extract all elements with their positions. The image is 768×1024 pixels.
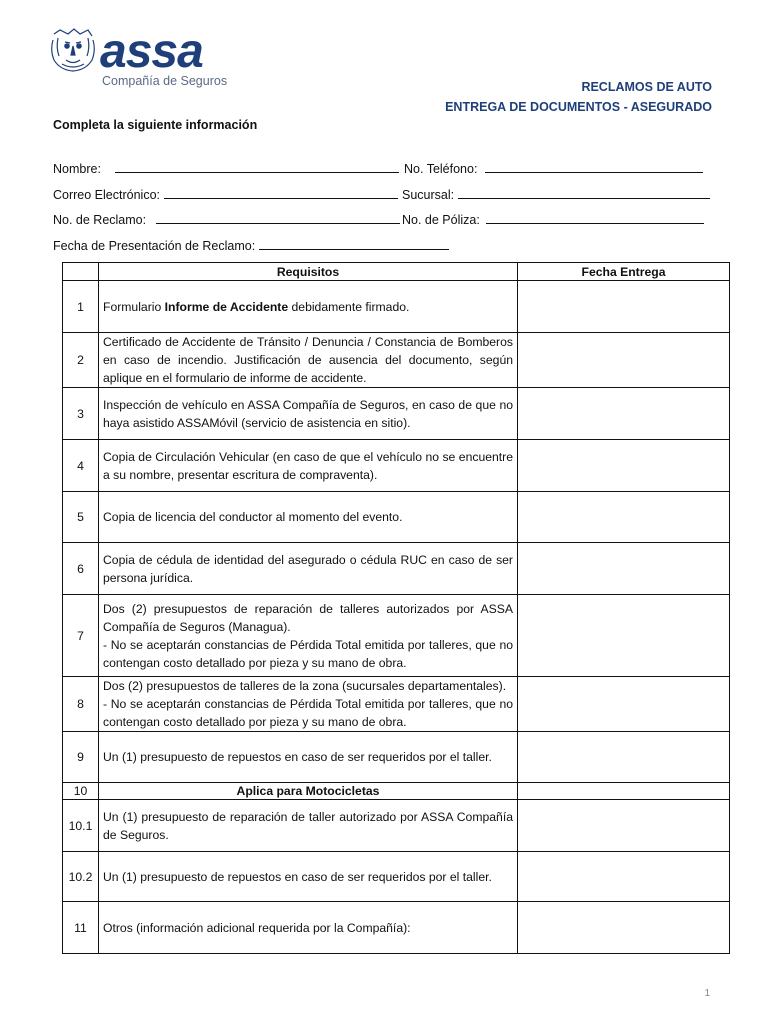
- row-fecha-entrega[interactable]: [518, 440, 730, 492]
- field-poliza[interactable]: [402, 211, 704, 228]
- req-note: - No se aceptarán constancias de Pérdida Total emitida por talleres, que no contengan costo detallado por pieza y su mano de obra.: [103, 637, 513, 670]
- table-row: [63, 440, 730, 492]
- row-number: 4: [63, 440, 99, 492]
- req-text: Formulario: [103, 299, 165, 314]
- table-row: [63, 492, 730, 543]
- label-nombre: Nombre:: [53, 162, 101, 176]
- row-number: 8: [63, 677, 99, 732]
- row-requirement: Copia de cédula de identidad del asegurado o cédula RUC en caso de ser persona jurídica.: [99, 543, 518, 595]
- row-requirement: Copia de Circulación Vehicular (en caso de que el vehículo no se encuentre a su nombre, presentar escritura de compraventa).: [99, 440, 518, 492]
- row-number: 11: [63, 902, 99, 954]
- header-fecha-entrega: Fecha Entrega: [518, 263, 730, 281]
- req-bold-text: Informe de Accidente: [164, 299, 289, 314]
- table-row: [63, 281, 730, 333]
- doc-subtitle: ENTREGA DE DOCUMENTOS - ASEGURADO: [445, 100, 712, 114]
- req-text: Dos (2) presupuestos de talleres de la zona (sucursales departamentales).: [103, 679, 507, 693]
- row-fecha-entrega[interactable]: [518, 595, 730, 677]
- field-sucursal[interactable]: [402, 186, 710, 203]
- blank-poliza[interactable]: [486, 211, 704, 224]
- field-fecha-presentacion[interactable]: [53, 237, 449, 254]
- row-number: 10: [63, 783, 99, 800]
- header-num: [63, 263, 99, 281]
- table-row: [63, 800, 730, 852]
- label-telefono: No. Teléfono:: [404, 162, 478, 176]
- table-row: [63, 388, 730, 440]
- field-correo[interactable]: [53, 186, 398, 203]
- requirements-table: [62, 262, 730, 954]
- row-requirement: Un (1) presupuesto de reparación de taller autorizado por ASSA Compañía de Seguros.: [99, 800, 518, 852]
- row-requirement: [99, 281, 518, 333]
- row-requirement: [99, 677, 518, 732]
- label-sucursal: Sucursal:: [402, 188, 455, 202]
- table-row: [63, 732, 730, 783]
- blank-reclamo[interactable]: [156, 211, 400, 224]
- row-fecha-entrega[interactable]: [518, 732, 730, 783]
- blank-sucursal[interactable]: [458, 186, 710, 199]
- row-number: 7: [63, 595, 99, 677]
- company-logo: [50, 25, 230, 90]
- table-row: [63, 543, 730, 595]
- row-number: 1: [63, 281, 99, 333]
- row-requirement: Certificado de Accidente de Tránsito / Denuncia / Constancia de Bomberos en caso de incendio. Justificación de ausencia del documento, según aplique en el formulario de informe de accidente.: [99, 333, 518, 388]
- blank-fecha-presentacion[interactable]: [259, 237, 449, 250]
- row-number: 2: [63, 333, 99, 388]
- req-text: debidamente firmado.: [288, 299, 410, 314]
- label-poliza: No. de Póliza:: [402, 213, 480, 227]
- field-telefono[interactable]: [404, 160, 703, 177]
- blank-correo[interactable]: [164, 186, 398, 199]
- row-number: 3: [63, 388, 99, 440]
- section-title: Aplica para Motocicletas: [99, 783, 518, 800]
- doc-title: RECLAMOS DE AUTO: [581, 80, 712, 94]
- table-row: [63, 902, 730, 954]
- row-fecha-entrega[interactable]: [518, 677, 730, 732]
- intro-text: Completa la siguiente información: [53, 118, 258, 132]
- row-fecha-entrega[interactable]: [518, 902, 730, 954]
- table-row: [63, 677, 730, 732]
- req-note: - No se aceptarán constancias de Pérdida Total emitida por talleres, que no contengan costo detallado por pieza y su mano de obra.: [103, 697, 513, 729]
- row-number: 10.2: [63, 852, 99, 902]
- field-reclamo[interactable]: [53, 211, 400, 228]
- row-number: 5: [63, 492, 99, 543]
- table-row: [63, 333, 730, 388]
- row-fecha-entrega[interactable]: [518, 800, 730, 852]
- row-requirement: Copia de licencia del conductor al momento del evento.: [99, 492, 518, 543]
- logo-wordmark: assa: [100, 25, 203, 78]
- row-number: 10.1: [63, 800, 99, 852]
- row-number: 6: [63, 543, 99, 595]
- table-row: [63, 852, 730, 902]
- label-fecha-presentacion: Fecha de Presentación de Reclamo:: [53, 239, 256, 253]
- row-fecha-entrega[interactable]: [518, 333, 730, 388]
- req-text: Dos (2) presupuestos de reparación de talleres autorizados por ASSA Compañía de Seguros (Managua).: [103, 601, 513, 634]
- row-fecha-entrega[interactable]: [518, 388, 730, 440]
- table-header-row: [63, 263, 730, 281]
- row-requirement: Un (1) presupuesto de repuestos en caso de ser requeridos por el taller.: [99, 732, 518, 783]
- blank-nombre[interactable]: [115, 160, 399, 173]
- logo-tagline: Compañía de Seguros: [102, 74, 228, 88]
- label-correo: Correo Electrónico:: [53, 188, 160, 202]
- row-requirement: Otros (información adicional requerida por la Compañía):: [99, 902, 518, 954]
- page-number: 1: [704, 988, 710, 999]
- row-fecha-entrega[interactable]: [518, 281, 730, 333]
- field-nombre[interactable]: [53, 160, 399, 177]
- row-fecha-entrega[interactable]: [518, 852, 730, 902]
- row-requirement: Un (1) presupuesto de repuestos en caso de ser requeridos por el taller.: [99, 852, 518, 902]
- row-number: 9: [63, 732, 99, 783]
- row-fecha-entrega[interactable]: [518, 543, 730, 595]
- row-fecha-entrega: [518, 783, 730, 800]
- row-requirement: [99, 595, 518, 677]
- row-fecha-entrega[interactable]: [518, 492, 730, 543]
- lion-emblem-icon: [50, 28, 96, 72]
- table-row: [63, 595, 730, 677]
- table-section-row: [63, 783, 730, 800]
- row-requirement: Inspección de vehículo en ASSA Compañía de Seguros, en caso de que no haya asistido ASSAMóvil (servicio de asistencia en sitio).: [99, 388, 518, 440]
- blank-telefono[interactable]: [485, 160, 703, 173]
- header-requisitos: Requisitos: [99, 263, 518, 281]
- label-reclamo: No. de Reclamo:: [53, 213, 147, 227]
